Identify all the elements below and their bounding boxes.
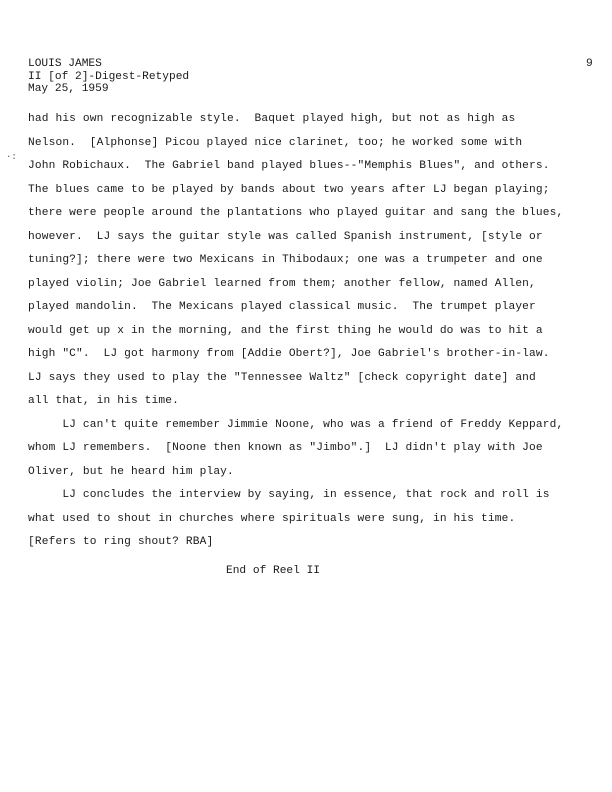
- margin-mark: ·:: [6, 152, 17, 162]
- header-date: May 25, 1959: [28, 83, 109, 96]
- text-line: high "C". LJ got harmony from [Addie Obert?], Joe Gabriel's brother-in-law.: [28, 348, 550, 360]
- text-line: played violin; Joe Gabriel learned from them; another fellow, named Allen,: [28, 277, 536, 290]
- text-line: The blues came to be played by bands about two years after LJ began playing;: [28, 183, 550, 196]
- text-line: [Refers to ring shout? RBA]: [28, 536, 214, 548]
- text-line: LJ can't quite remember Jimmie Noone, who was a friend of Freddy Keppard,: [28, 418, 564, 431]
- page-number: 9: [586, 58, 593, 70]
- text-line: tuning?]; there were two Mexicans in Thibodaux; one was a trumpeter and one: [28, 254, 543, 266]
- text-line: all that, in his time.: [28, 395, 179, 407]
- text-line: however. LJ says the guitar style was called Spanish instrument, [style or: [28, 230, 543, 243]
- text-line: what used to shout in churches where spirituals were sung, in his time.: [28, 512, 516, 525]
- end-of-reel: End of Reel II: [226, 565, 320, 577]
- text-line: there were people around the plantations who played guitar and sang the blues,: [28, 207, 564, 219]
- header-reel: II [of 2]-Digest-Retyped: [28, 70, 190, 83]
- text-line: whom LJ remembers. [Noone then known as "Jimbo".] LJ didn't play with Joe: [28, 442, 543, 454]
- text-line: John Robichaux. The Gabriel band played blues--"Memphis Blues", and others.: [28, 160, 550, 172]
- transcript-body: [28, 108, 602, 555]
- text-line: had his own recognizable style. Baquet played high, but not as high as: [28, 113, 516, 125]
- header-name: LOUIS JAMES: [28, 58, 102, 70]
- text-line: would get up x in the morning, and the first thing he would do was to hit a: [28, 324, 543, 337]
- text-line: LJ concludes the interview by saying, in essence, that rock and roll is: [28, 489, 550, 501]
- text-line: played mandolin. The Mexicans played classical music. The trumpet player: [28, 301, 536, 313]
- text-line: Nelson. [Alphonse] Picou played nice clarinet, too; he worked some with: [28, 136, 523, 149]
- page-header: [28, 58, 189, 96]
- text-line: Oliver, but he heard him play.: [28, 465, 234, 478]
- text-line: LJ says they used to play the "Tennessee Waltz" [check copyright date] and: [28, 371, 536, 384]
